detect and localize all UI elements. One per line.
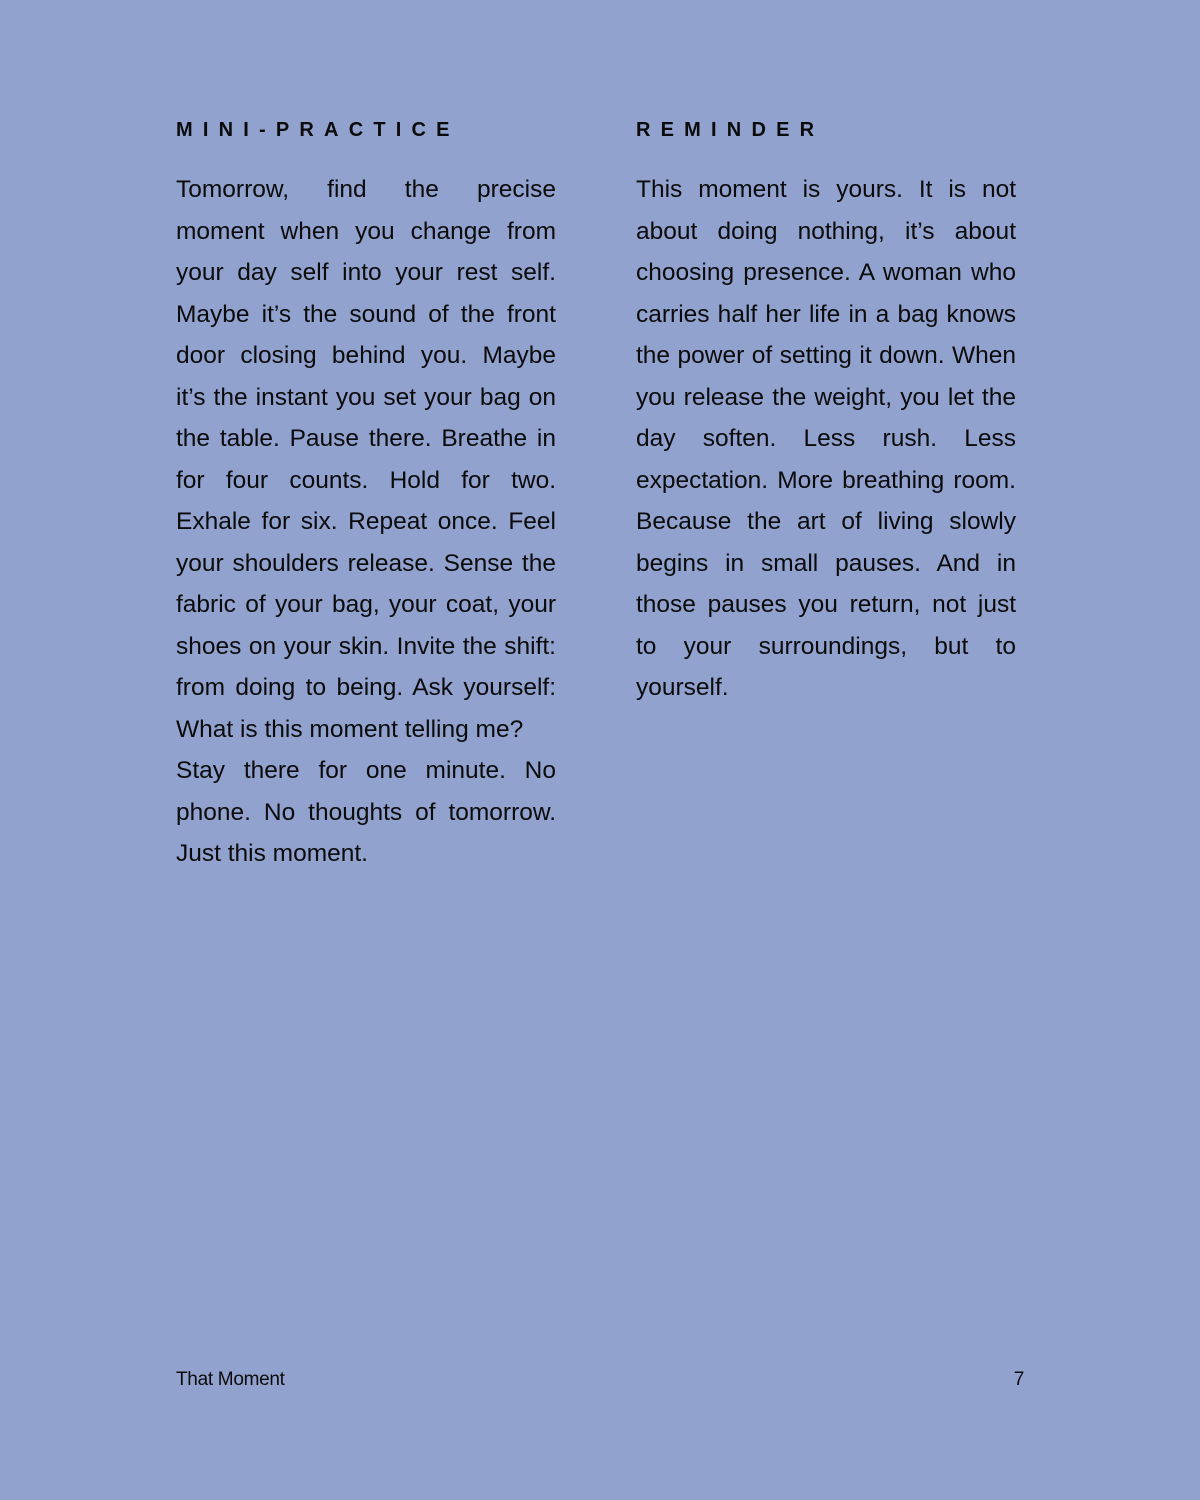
reminder-section [636, 116, 1016, 709]
mini-practice-paragraph-1: Tomorrow, find the precise moment when you change from your day self into your rest self. Maybe it’s the sound of the front door closing behind you. Maybe it’s the instant you set your bag on the table. Pause there. Breathe in for four counts. Hold for two. Exhale for six. Repeat once. Feel your shoulders release. Sense the fabric of your bag, your coat, your shoes on your skin. Invite the shift: from doing to being. Ask yourself: What is this moment telling me? [176, 176, 556, 743]
reminder-paragraph: This moment is yours. It is not about doing nothing, it’s about choosing presence. A woman who carries half her life in a bag knows the power of setting it down. When you release the weight, you let the day soften. Less rush. Less expectation. More breathing room. Because the art of living slowly begins in small pauses. And in those pauses you return, not just to your surroundings, but to yourself. [636, 176, 1016, 701]
footer-title: That Moment [176, 1369, 285, 1390]
mini-practice-section [176, 116, 556, 875]
page-number: 7 [1013, 1369, 1024, 1390]
mini-practice-heading: MINI-PRACTICE [176, 119, 460, 141]
mini-practice-paragraph-2: Stay there for one minute. No phone. No thoughts of tomorrow. Just this moment. [176, 757, 556, 867]
reminder-heading: REMINDER [636, 119, 825, 141]
